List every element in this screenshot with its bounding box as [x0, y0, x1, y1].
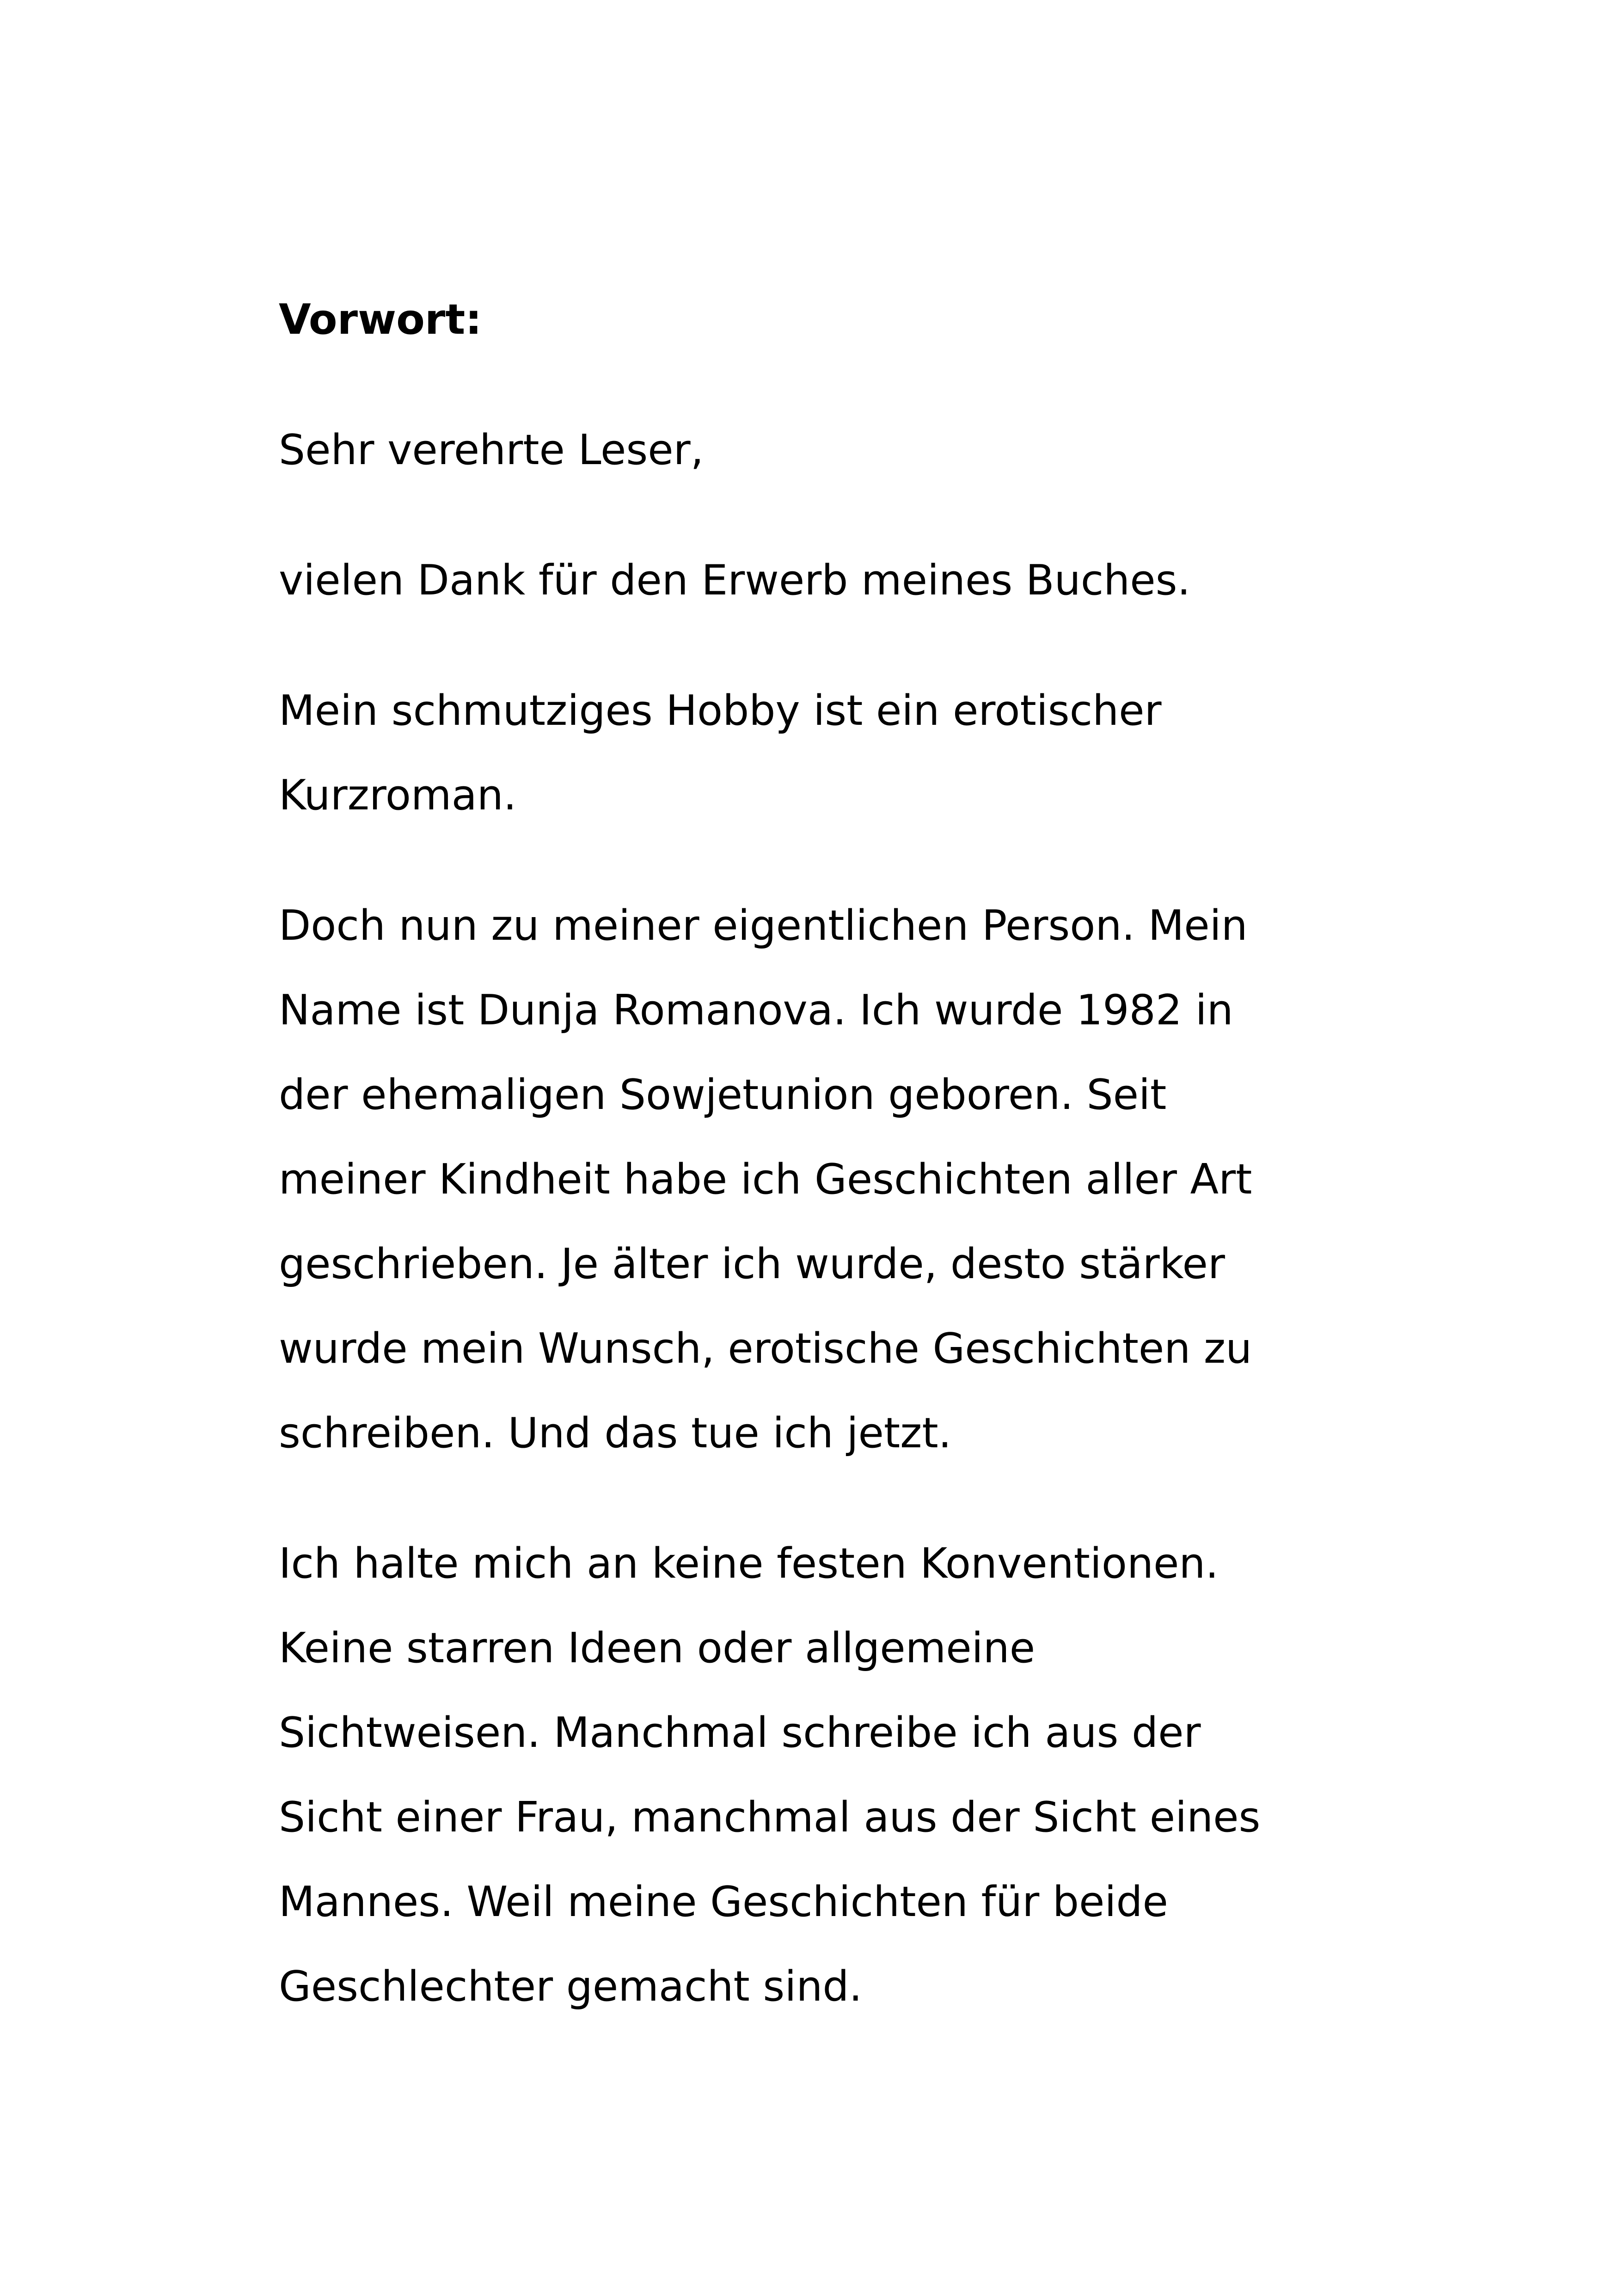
text-line: Keine starren Ideen oder allgemeine	[279, 1624, 1036, 1672]
text-line: Doch nun zu meiner eigentlichen Person. Mein	[279, 901, 1248, 950]
text-line: meiner Kindheit habe ich Geschichten aller Art	[279, 1155, 1252, 1204]
text-line: Ich halte mich an keine festen Konventionen.	[279, 1539, 1219, 1588]
text-line: Kurzroman.	[279, 771, 517, 820]
text-line: Name ist Dunja Romanova. Ich wurde 1982 in	[279, 986, 1233, 1035]
text-line: Sicht einer Frau, manchmal aus der Sicht eines	[279, 1793, 1261, 1842]
text-line: Geschlechter gemacht sind.	[279, 1962, 863, 2011]
text-line: Sichtweisen. Manchmal schreibe ich aus der	[279, 1708, 1201, 1757]
text-line: schreiben. Und das tue ich jetzt.	[279, 1409, 952, 1457]
text-line: geschrieben. Je älter ich wurde, desto stärker	[279, 1240, 1225, 1288]
paragraph-conventions	[279, 1521, 1379, 2029]
paragraph-author-bio	[279, 883, 1379, 1476]
text-line: Mein schmutziges Hobby ist ein erotischer	[279, 686, 1162, 735]
text-line: der ehemaligen Sowjetunion geboren. Seit	[279, 1071, 1167, 1119]
document-body	[279, 277, 1379, 2075]
paragraph-book-intro	[279, 668, 1379, 838]
text-line: vielen Dank für den Erwerb meines Buches.	[279, 556, 1191, 605]
text-line: wurde mein Wunsch, erotische Geschichten zu	[279, 1324, 1252, 1373]
paragraph-thanks	[279, 538, 1379, 623]
text-line: Sehr verehrte Leser,	[279, 426, 704, 474]
paragraph-salutation	[279, 408, 1379, 492]
page-title: Vorwort:	[279, 295, 482, 344]
text-line: Mannes. Weil meine Geschichten für beide	[279, 1878, 1168, 1926]
